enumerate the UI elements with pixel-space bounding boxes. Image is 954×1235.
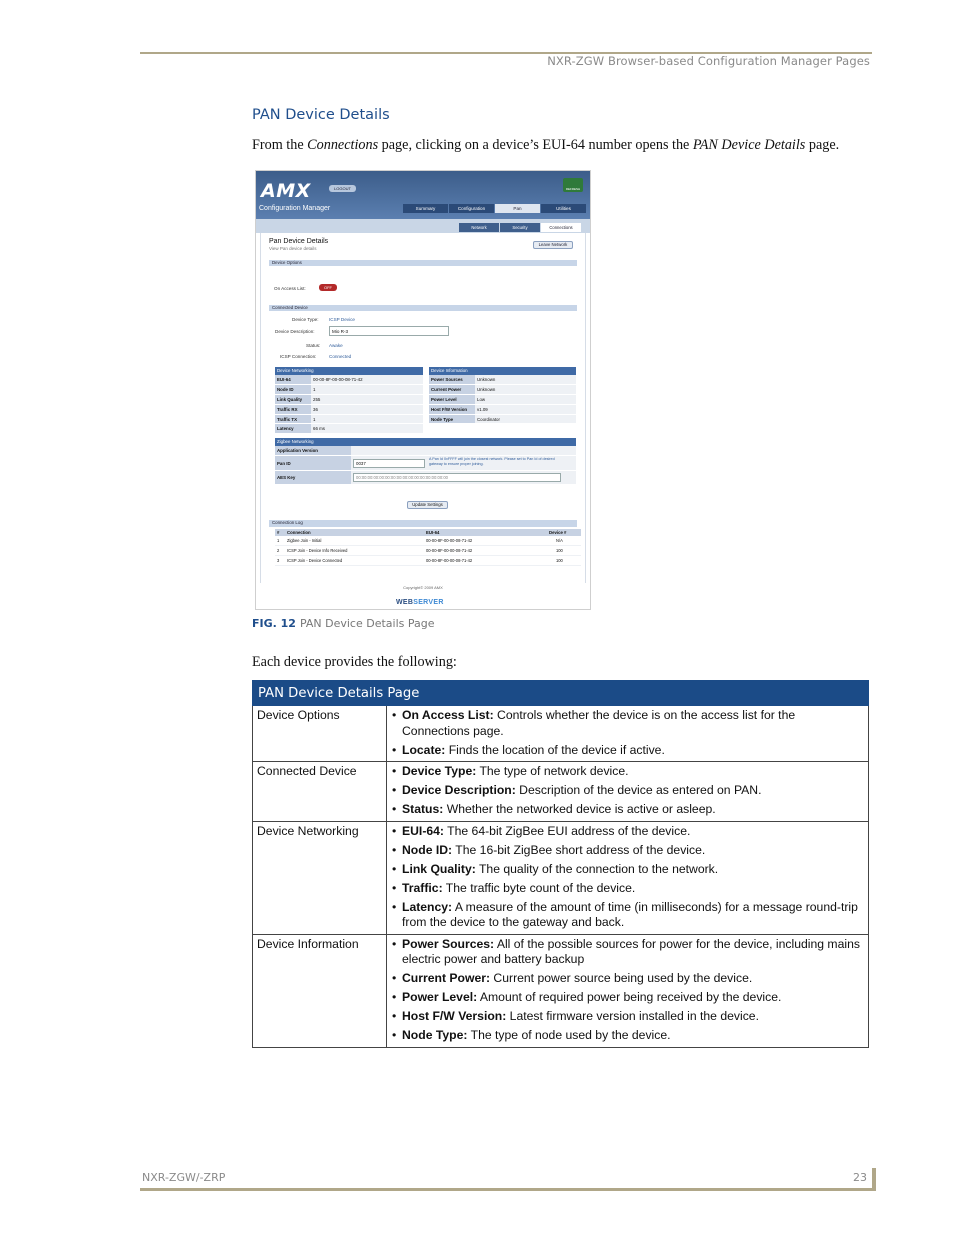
- list-item: • Node Type: The type of node used by the device.: [391, 1028, 864, 1044]
- device-networking-header: Device Networking: [275, 367, 423, 375]
- pan-id-note: A Pan Id 0xFFFF will join the closest network. Please set to Pan Id of desired gateway to ensure proper joining.: [429, 457, 555, 466]
- table-row: Link Quality 255: [275, 395, 423, 405]
- table-row: 1 Zigbee Join - Initial 00-00-8F-00-00-08-71-42 N/A: [275, 536, 581, 546]
- row-items: [387, 821, 869, 934]
- tab-utilities[interactable]: Utilities: [541, 204, 586, 213]
- list-item: • Power Sources: All of the possible sources for power for the device, including mains electric power and battery backup: [391, 937, 864, 968]
- list-item: • Status: Whether the networked device is active or asleep.: [391, 802, 864, 818]
- app-topbar: [256, 171, 590, 219]
- table-row: Latency 66 ms: [275, 424, 423, 434]
- app-page-title: Pan Device Details: [269, 238, 329, 245]
- table-title: PAN Device Details Page: [253, 681, 869, 706]
- section-title: PAN Device Details: [252, 107, 390, 123]
- table-row: 3 ICSP Join - Device Connected 00-00-8F-00-00-08-71-42 100: [275, 556, 581, 566]
- list-item: • Latency: A measure of the amount of time (in milliseconds) for a message round-trip from the device to the gateway and back.: [391, 900, 864, 931]
- icsp-connection-value: Connected: [329, 354, 352, 359]
- list-item: • Host F/W Version: Latest firmware version installed in the device.: [391, 1009, 864, 1025]
- app-content: [260, 233, 586, 583]
- connection-log-header: # Connection EUI-64 Device #: [275, 529, 581, 536]
- icsp-connection-label: ICSP Connection:: [280, 354, 317, 359]
- app-title: Configuration Manager: [259, 205, 331, 212]
- zigbee-networking-header: Zigbee Networking: [275, 438, 576, 446]
- amx-logo: AMX: [261, 180, 311, 202]
- list-item: • Device Description: Description of the device as entered on PAN.: [391, 783, 864, 799]
- table-row: Host F/W Version v1.09: [429, 404, 576, 414]
- tab-summary[interactable]: Summary: [403, 204, 448, 213]
- table-row: Current Power Unknown: [429, 385, 576, 395]
- row-items: [387, 762, 869, 822]
- logout-button[interactable]: LOGOUT: [329, 185, 356, 192]
- table-row: [253, 762, 869, 822]
- footer-rule: [140, 1188, 876, 1191]
- table-row: Power Sources Unknown: [429, 375, 576, 385]
- page-number: 23: [853, 1171, 867, 1184]
- running-header: NXR-ZGW Browser-based Configuration Manager Pages: [547, 54, 870, 68]
- list-item: • On Access List: Controls whether the device is on the access list for the Connections page.: [391, 708, 864, 739]
- connected-device-bar: Connected Device: [269, 305, 577, 311]
- aes-key-input[interactable]: 00:00:00:00:00:00:00:00:00:00:00:00:00:00:00:00: [353, 473, 561, 482]
- leave-network-button[interactable]: Leave Network: [533, 241, 573, 249]
- pan-id-input[interactable]: 0037: [353, 459, 425, 468]
- table-row: AES Key 00:00:00:00:00:00:00:00:00:00:00:00:00:00:00:00: [275, 471, 576, 485]
- table-row: 2 ICSP Join - Device Info Received 00-00-8F-00-00-08-71-42 100: [275, 546, 581, 556]
- table-row: [253, 821, 869, 934]
- row-category: Device Options: [253, 706, 387, 762]
- subtab-network[interactable]: Network: [459, 223, 499, 232]
- main-tabs: [403, 204, 586, 213]
- status-value: Awake: [329, 343, 343, 348]
- refresh-button[interactable]: REFRESH: [563, 178, 583, 192]
- device-type-value: ICSP Device: [329, 317, 355, 322]
- app-page-subtitle: View Pan device details: [269, 246, 317, 251]
- device-options-bar: Device Options: [269, 260, 577, 266]
- list-item: • Power Level: Amount of required power being received by the device.: [391, 990, 864, 1006]
- subtab-connections[interactable]: Connections: [541, 223, 581, 232]
- row-category: Device Networking: [253, 821, 387, 934]
- provides-paragraph: Each device provides the following:: [252, 654, 457, 670]
- device-information-header: Device Information: [429, 367, 576, 375]
- access-list-toggle[interactable]: OFF: [319, 284, 337, 291]
- tab-pan[interactable]: Pan: [495, 204, 540, 213]
- connection-log-bar: Connection Log: [269, 520, 577, 527]
- sub-tab-bar: [256, 219, 590, 233]
- footer-product: NXR-ZGW/-ZRP: [142, 1171, 226, 1184]
- row-category: Connected Device: [253, 762, 387, 822]
- list-item: • Node ID: The 16-bit ZigBee short address of the device.: [391, 843, 864, 859]
- list-item: • Current Power: Current power source being used by the device.: [391, 971, 864, 987]
- list-item: • EUI-64: The 64-bit ZigBee EUI address of the device.: [391, 824, 864, 840]
- table-row: Pan ID 0037 A Pan Id 0xFFFF will join the closest network. Please set to Pan Id of desired gateway to ensure proper joining.: [275, 456, 576, 471]
- intro-paragraph: From the Connections page, clicking on a device’s EUI-64 number opens the PAN Device Details page.: [252, 137, 840, 153]
- table-row: Node Type Coordinator: [429, 414, 576, 424]
- tab-configuration[interactable]: Configuration: [449, 204, 494, 213]
- device-type-label: Device Type:: [292, 317, 319, 322]
- table-row: Traffic RX 36: [275, 404, 423, 414]
- device-description-input[interactable]: Mio R-3: [329, 326, 449, 336]
- device-information-table: [429, 375, 576, 424]
- subtab-security[interactable]: Security: [500, 223, 540, 232]
- table-row: Power Level Low: [429, 395, 576, 405]
- app-copyright: Copyright© 2009 AMX: [403, 585, 443, 590]
- table-row: [253, 934, 869, 1047]
- table-row: Application Version: [275, 446, 576, 456]
- table-row: Node ID 1: [275, 385, 423, 395]
- status-label: Status:: [306, 343, 321, 348]
- row-items: [387, 934, 869, 1047]
- device-description-label: Device Description:: [275, 329, 315, 334]
- figure-caption: FIG. 12 PAN Device Details Page: [252, 617, 435, 630]
- on-access-list-label: On Access List:: [274, 286, 306, 291]
- row-items: [387, 706, 869, 762]
- list-item: • Link Quality: The quality of the connection to the network.: [391, 862, 864, 878]
- table-row: Traffic TX 1: [275, 414, 423, 424]
- list-item: • Traffic: The traffic byte count of the device.: [391, 881, 864, 897]
- table-row: [253, 706, 869, 762]
- list-item: • Device Type: The type of network device.: [391, 764, 864, 780]
- pan-device-details-screenshot: [255, 170, 591, 610]
- table-row: EUI-64 00-00-8F-00-00-08-71-42: [275, 375, 423, 385]
- device-networking-table: [275, 375, 423, 434]
- list-item: • Locate: Finds the location of the device if active.: [391, 743, 864, 759]
- row-category: Device Information: [253, 934, 387, 1047]
- details-table: [252, 680, 869, 1048]
- update-settings-button[interactable]: Update Settings: [407, 501, 448, 509]
- webserver-logo: WEBSERVER: [396, 599, 444, 606]
- zigbee-networking-table: [275, 446, 576, 485]
